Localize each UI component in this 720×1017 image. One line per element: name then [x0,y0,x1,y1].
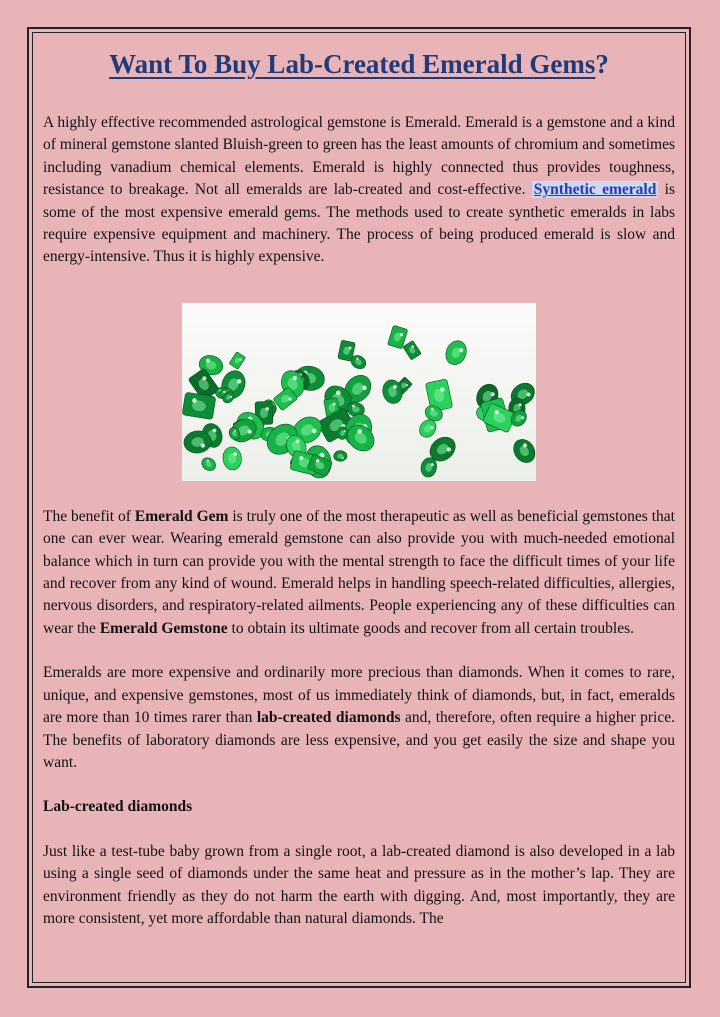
emerald-gems-image [182,303,536,481]
document-body [43,44,675,982]
benefits-paragraph [43,506,675,640]
emerald-gems-illustration [182,303,536,481]
lab-diamonds-paragraph: Just like a test-tube baby grown from a single root, a lab-created diamond is also developed in a lab using a single seed of diamonds under the same heat and pressure as in the mother’s lap. They are environment friendly as they do not harm the earth with digging. And, most importantly, they are more consistent, yet more affordable than natural diamonds. The [43,842,675,927]
synthetic-emerald-link[interactable]: Synthetic emerald [533,181,657,199]
comparison-paragraph [43,662,675,774]
page-title-mark: ? [595,49,609,79]
intro-paragraph [43,112,675,269]
benefits-text-1: The benefit of [43,507,135,525]
comparison-text-2: and, therefore, often require a higher price. The benefits of laboratory diamonds are less expensive, and you get easily the size and shape you want. [43,709,675,771]
lab-created-diamonds-bold: lab-created diamonds [256,709,401,727]
benefits-text-3: to obtain its ultimate goods and recover from all certain troubles. [227,619,635,637]
emerald-gemstone-bold: Emerald Gemstone [99,619,228,637]
page-title [43,44,675,84]
intro-text-start: A highly effective recommended astrological gemstone is Emerald. Emerald is a gemstone and a kind of mineral gemstone slanted Bluish-green to green has the least amounts of chromium and sometimes including vanadium chemical elements. Emerald is highly connected thus provides toughness, resistance to breakage. Not all emeralds are lab-created and cost-effective. [43,114,675,199]
comparison-text-1: Emeralds are more expensive and ordinarily more precious than diamonds. When it comes to rare, unique, and expensive gemstones, most of us immediately think of diamonds, but, in fact, emeralds are more than 10 times rarer than [43,664,675,727]
benefits-text-2: is truly one of the most therapeutic as well as beneficial gemstones that one can ever wear. Wearing emerald gemstone can also provide you with much-needed emotional balance which in turn can provide you with the mental strength to face the difficult times of your life and recover from any kind of wound. Emerald helps in handling speech-related difficulties, allergies, nervous disorders, and respiratory-related ailments. People experiencing any of these difficulties can wear the [43,507,675,637]
emerald-gem-bold: Emerald Gem [134,507,229,525]
section-heading: Lab-created diamonds [43,798,193,816]
page-title-text: Want To Buy Lab-Created Emerald Gems [109,49,596,79]
intro-text-end: is some of the most expensive emerald gems. The methods used to create synthetic emeralds in labs require expensive equipment and machinery. The process of being produced emerald is slow and energy-intensive. Thus it is highly expensive. [43,181,675,266]
